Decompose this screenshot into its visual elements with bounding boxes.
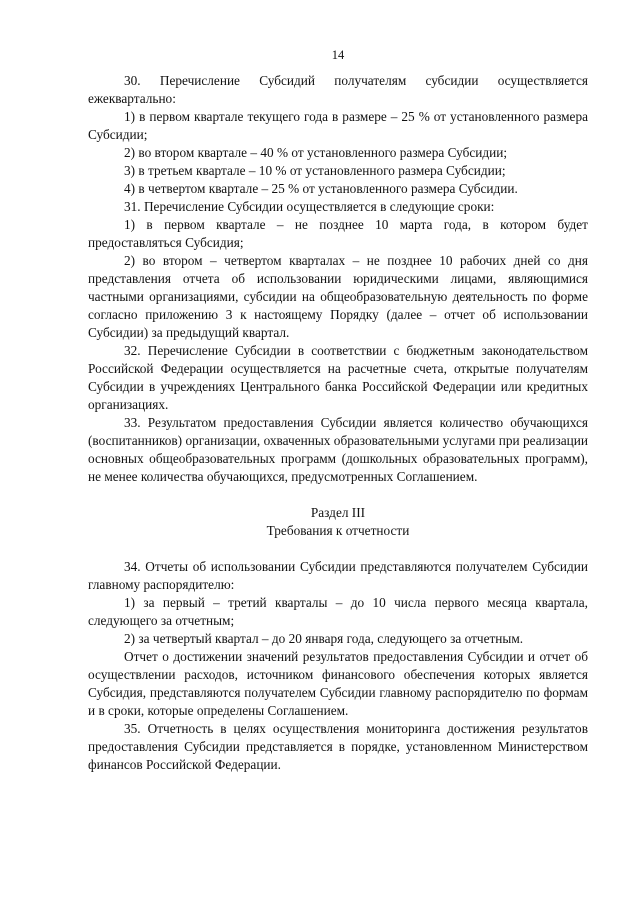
document-page xyxy=(88,0,588,905)
paragraph-31: 31. Перечисление Субсидии осуществляется в следующие сроки: xyxy=(124,199,495,214)
section-spacer-top xyxy=(88,486,588,504)
paragraph-30-item-1: 1) в первом квартале текущего года в размере – 25 % от установленного размера Субсидии; xyxy=(88,109,588,142)
paragraph-30: 30. Перечисление Субсидий получателям субсидии осуществляется ежеквартально: xyxy=(88,73,588,106)
paragraph-32: 32. Перечисление Субсидии в соответствии с бюджетным законодательством Российской Федерации осуществляется на расчетные счета, открытые получателям Субсидии в учреждениях Центрального банка Российской Федерации или кредитных организациях. xyxy=(88,343,588,412)
paragraph-34-report: Отчет о достижении значений результатов предоставления Субсидии и отчет об осуществлении расходов, источником финансового обеспечения которых является Субсидия, представляются получателем Субсидии главному распорядителю по формам и в сроки, которые определены Соглашением. xyxy=(88,649,588,718)
section-subtitle: Требования к отчетности xyxy=(266,523,410,538)
section-title: Раздел III xyxy=(310,505,366,520)
paragraph-30-item-4: 4) в четвертом квартале – 25 % от установленного размера Субсидии. xyxy=(124,181,518,196)
paragraph-30-item-3: 3) в третьем квартале – 10 % от установленного размера Субсидии; xyxy=(124,163,506,178)
paragraph-34-item-1: 1) за первый – третий кварталы – до 10 числа первого месяца квартала, следующего за отчетным; xyxy=(88,595,588,628)
section-spacer-bottom xyxy=(88,540,588,558)
document-body xyxy=(88,72,588,774)
paragraph-33: 33. Результатом предоставления Субсидии является количество обучающихся (воспитанников) организации, охваченных образовательными услугами при реализации основных общеобразовательных программ (дошкольных образовательных программ), не менее количества обучающихся, предусмотренных Соглашением. xyxy=(88,415,588,484)
paragraph-31-item-1: 1) в первом квартале – не позднее 10 марта года, в котором будет предоставляться Субсидия; xyxy=(88,217,588,250)
paragraph-30-item-2: 2) во втором квартале – 40 % от установленного размера Субсидии; xyxy=(124,145,508,160)
page-number: 14 xyxy=(331,48,345,62)
paragraph-34: 34. Отчеты об использовании Субсидии представляются получателем Субсидии главному распорядителю: xyxy=(88,559,588,592)
paragraph-31-item-2: 2) во втором – четвертом кварталах – не позднее 10 рабочих дней со дня представления отчета об использовании юридическими лицами, являющимися частными организациями, субсидии на общеобразовательную деятельность по форме согласно приложению 3 к настоящему Порядку (далее – отчет об использовании Субсидии) за предыдущий квартал. xyxy=(88,253,588,340)
paragraph-35: 35. Отчетность в целях осуществления мониторинга достижения результатов предоставления Субсидии представляется в порядке, установленном Министерством финансов Российской Федерации. xyxy=(88,721,588,772)
paragraph-34-item-2: 2) за четвертый квартал – до 20 января года, следующего за отчетным. xyxy=(124,631,524,646)
